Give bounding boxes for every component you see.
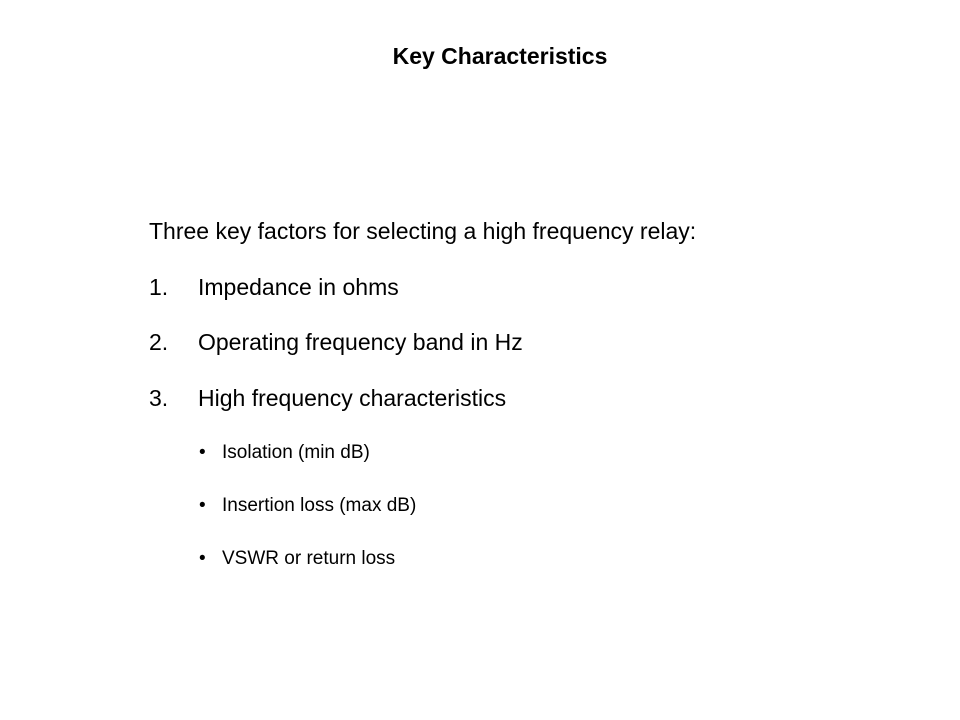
sub-bullet-insertion-loss: [199, 492, 416, 520]
numbered-item-1: [149, 270, 399, 304]
numbered-item-3: [149, 381, 506, 415]
item-number: 3.: [149, 385, 169, 411]
numbered-item-2: [149, 325, 523, 359]
item-text: Operating frequency band in Hz: [198, 329, 523, 355]
item-number: 2.: [149, 329, 169, 355]
bullet-marker: •: [199, 442, 206, 463]
bullet-marker: •: [199, 495, 206, 516]
item-text: High frequency characteristics: [198, 385, 507, 411]
bullet-marker: •: [199, 548, 206, 569]
sub-bullet-isolation: [199, 439, 370, 467]
sub-bullet-vswr: [199, 545, 395, 573]
sub-bullet-text: VSWR or return loss: [222, 548, 396, 569]
item-text: Impedance in ohms: [198, 274, 399, 300]
item-number: 1.: [149, 274, 169, 300]
slide-title: Key Characteristics: [392, 43, 608, 69]
sub-bullet-text: Isolation (min dB): [222, 442, 370, 463]
intro-text: Three key factors for selecting a high frequency relay:: [149, 218, 697, 244]
sub-bullet-text: Insertion loss (max dB): [222, 495, 417, 516]
